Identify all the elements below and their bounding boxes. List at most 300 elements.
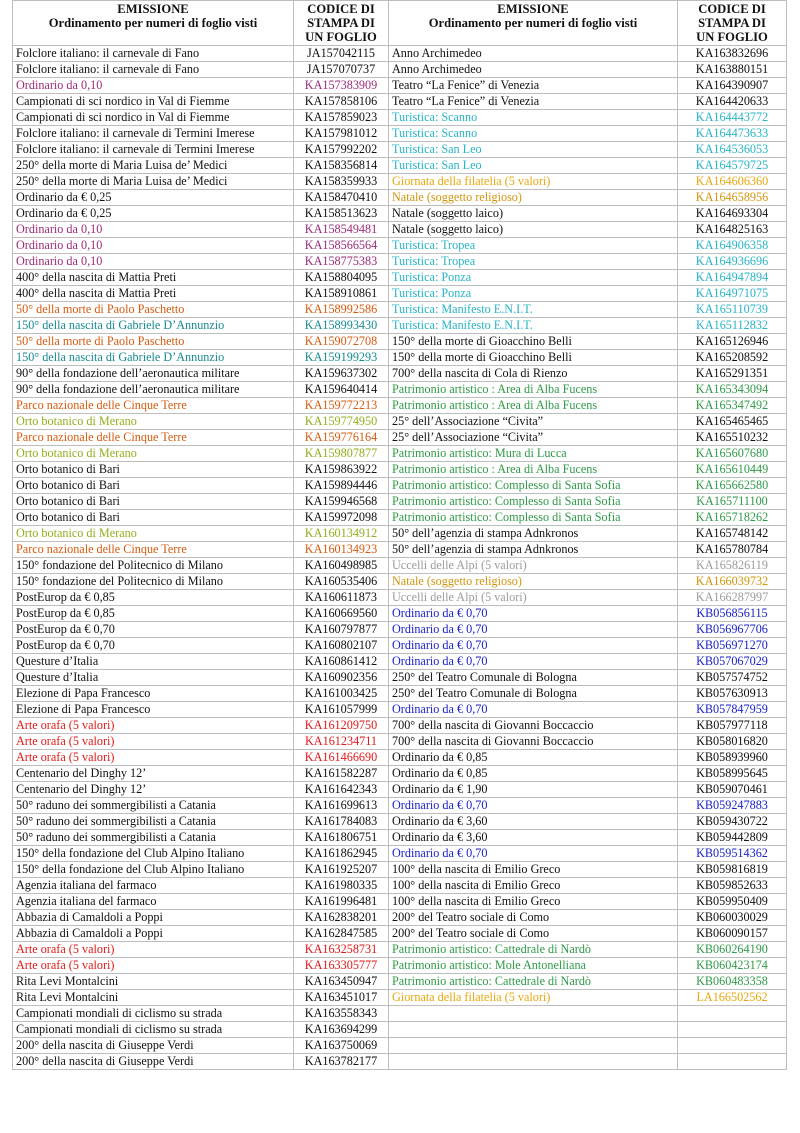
table-row	[13, 238, 787, 254]
print-code-left: KA161699613	[294, 798, 389, 814]
emission-name-left: Centenario del Dinghy 12’	[13, 766, 294, 782]
table-row	[13, 750, 787, 766]
print-code-left: KA161057999	[294, 702, 389, 718]
table-row	[13, 974, 787, 990]
emission-name-right	[389, 1006, 678, 1022]
table-row	[13, 334, 787, 350]
table-row	[13, 1006, 787, 1022]
emission-name-right: Ordinario da € 0,70	[389, 846, 678, 862]
print-code-right: KA164579725	[678, 158, 787, 174]
emission-name-left: Rita Levi Montalcini	[13, 990, 294, 1006]
table-row	[13, 878, 787, 894]
emission-name-left: Arte orafa (5 valori)	[13, 750, 294, 766]
header-emissione-right	[389, 1, 678, 46]
stamp-sheet-table	[12, 0, 787, 1070]
print-code-right: KA166287997	[678, 590, 787, 606]
print-code-left: KA163450947	[294, 974, 389, 990]
print-code-right: KB059247883	[678, 798, 787, 814]
table-row	[13, 478, 787, 494]
table-row	[13, 862, 787, 878]
print-code-right: KA165112832	[678, 318, 787, 334]
print-code-right: KA164906358	[678, 238, 787, 254]
print-code-left: KA158993430	[294, 318, 389, 334]
emission-name-right: 100° della nascita di Emilio Greco	[389, 862, 678, 878]
emission-name-left: PostEurop da € 0,85	[13, 590, 294, 606]
print-code-right: KB057574752	[678, 670, 787, 686]
print-code-right: KB059816819	[678, 862, 787, 878]
print-code-left: KA158775383	[294, 254, 389, 270]
table-row	[13, 958, 787, 974]
table-row	[13, 366, 787, 382]
print-code-left: KA158804095	[294, 270, 389, 286]
emission-name-left: 250° della morte di Maria Luisa de’ Medici	[13, 174, 294, 190]
print-code-right: KB059070461	[678, 782, 787, 798]
print-code-left: KA161466690	[294, 750, 389, 766]
print-code-left: KA160669560	[294, 606, 389, 622]
emission-name-right: Anno Archimedeo	[389, 62, 678, 78]
table-row	[13, 158, 787, 174]
emission-name-left: Orto botanico di Merano	[13, 526, 294, 542]
emission-name-right: Ordinario da € 0,85	[389, 750, 678, 766]
emission-name-left: Agenzia italiana del farmaco	[13, 894, 294, 910]
emission-name-left: Arte orafa (5 valori)	[13, 942, 294, 958]
table-row	[13, 110, 787, 126]
table-row	[13, 398, 787, 414]
emission-name-right: 50° dell’agenzia di stampa Adnkronos	[389, 526, 678, 542]
emission-name-left: 50° raduno dei sommergibilisti a Catania	[13, 830, 294, 846]
print-code-right: KA164971075	[678, 286, 787, 302]
emission-name-left: PostEurop da € 0,85	[13, 606, 294, 622]
emission-name-right: Ordinario da € 0,70	[389, 702, 678, 718]
print-code-right: KA164606360	[678, 174, 787, 190]
table-row	[13, 766, 787, 782]
table-row	[13, 62, 787, 78]
print-code-left: KA159946568	[294, 494, 389, 510]
emission-name-right: Ordinario da € 3,60	[389, 814, 678, 830]
print-code-right: KA165718262	[678, 510, 787, 526]
print-code-right: KA164825163	[678, 222, 787, 238]
table-row	[13, 350, 787, 366]
table-row	[13, 222, 787, 238]
header-row	[13, 1, 787, 46]
emission-name-left: 250° della morte di Maria Luisa de’ Medici	[13, 158, 294, 174]
table-row	[13, 782, 787, 798]
table-row	[13, 270, 787, 286]
print-code-left: KA159807877	[294, 446, 389, 462]
emission-name-left: Parco nazionale delle Cinque Terre	[13, 542, 294, 558]
table-row	[13, 830, 787, 846]
table-row	[13, 46, 787, 62]
table-row	[13, 414, 787, 430]
print-code-right: KA165711100	[678, 494, 787, 510]
emission-name-left: 150° della fondazione del Club Alpino Italiano	[13, 846, 294, 862]
print-code-left: KA163750069	[294, 1038, 389, 1054]
print-code-left: KA158513623	[294, 206, 389, 222]
print-code-left: KA158566564	[294, 238, 389, 254]
print-code-left: KA163558343	[294, 1006, 389, 1022]
print-code-right: KB059950409	[678, 894, 787, 910]
print-code-left: KA160861412	[294, 654, 389, 670]
print-code-left: KA157858106	[294, 94, 389, 110]
print-code-left: KA161806751	[294, 830, 389, 846]
print-code-right: KB060264190	[678, 942, 787, 958]
emission-name-right: Natale (soggetto laico)	[389, 222, 678, 238]
table-row	[13, 430, 787, 446]
table-row	[13, 126, 787, 142]
print-code-right: KB060423174	[678, 958, 787, 974]
print-code-left: JA157070737	[294, 62, 389, 78]
emission-name-right: 250° del Teatro Comunale di Bologna	[389, 670, 678, 686]
emission-name-right: Turistica: Manifesto E.N.I.T.	[389, 318, 678, 334]
emission-name-right: Natale (soggetto religioso)	[389, 190, 678, 206]
emission-name-left: Ordinario da € 0,25	[13, 190, 294, 206]
emission-name-left: Arte orafa (5 valori)	[13, 718, 294, 734]
table-row	[13, 142, 787, 158]
print-code-right: KA165126946	[678, 334, 787, 350]
emission-name-left: Rita Levi Montalcini	[13, 974, 294, 990]
emission-name-left: 200° della nascita di Giuseppe Verdi	[13, 1054, 294, 1070]
print-code-left: KA161862945	[294, 846, 389, 862]
print-code-right: KB057630913	[678, 686, 787, 702]
print-code-left: KA159863922	[294, 462, 389, 478]
emission-name-right: 150° della morte di Gioacchino Belli	[389, 334, 678, 350]
print-code-right: KB056971270	[678, 638, 787, 654]
print-code-left: KA161234711	[294, 734, 389, 750]
table-row	[13, 494, 787, 510]
emission-name-right: Patrimonio artistico: Complesso di Santa Sofia	[389, 478, 678, 494]
emission-name-left: Folclore italiano: il carnevale di Fano	[13, 46, 294, 62]
table-row	[13, 894, 787, 910]
print-code-left: KA158356814	[294, 158, 389, 174]
print-code-right: KA165110739	[678, 302, 787, 318]
print-code-right: KB058995645	[678, 766, 787, 782]
print-code-left: KA158470410	[294, 190, 389, 206]
emission-name-left: Campionati mondiali di ciclismo su strada	[13, 1006, 294, 1022]
emission-name-right	[389, 1022, 678, 1038]
print-code-left: KA161925207	[294, 862, 389, 878]
table-row	[13, 798, 787, 814]
print-code-left: KA159776164	[294, 430, 389, 446]
print-code-right: KA165610449	[678, 462, 787, 478]
print-code-right: KA164443772	[678, 110, 787, 126]
table-row	[13, 78, 787, 94]
table-header	[13, 1, 787, 46]
print-code-left: KA159894446	[294, 478, 389, 494]
table-row	[13, 718, 787, 734]
emission-name-right: Teatro “La Fenice” di Venezia	[389, 78, 678, 94]
print-code-right: KA165510232	[678, 430, 787, 446]
emission-name-left: Campionati mondiali di ciclismo su strada	[13, 1022, 294, 1038]
emission-name-right: Turistica: Scanno	[389, 126, 678, 142]
print-code-left: KA158992586	[294, 302, 389, 318]
emission-name-right: Ordinario da € 0,70	[389, 798, 678, 814]
emission-name-left: Questure d’Italia	[13, 670, 294, 686]
print-code-right: KB060030029	[678, 910, 787, 926]
print-code-right: LA166502562	[678, 990, 787, 1006]
print-code-right: KA164420633	[678, 94, 787, 110]
table-row	[13, 1022, 787, 1038]
print-code-right: KB057847959	[678, 702, 787, 718]
print-code-right: KB056856115	[678, 606, 787, 622]
table-row	[13, 1038, 787, 1054]
table-row	[13, 670, 787, 686]
print-code-right	[678, 1006, 787, 1022]
table-row	[13, 990, 787, 1006]
header-emissione-subtitle: Ordinamento per numeri di foglio visti	[48, 16, 258, 30]
print-code-left: JA157042115	[294, 46, 389, 62]
emission-name-left: Parco nazionale delle Cinque Terre	[13, 430, 294, 446]
emission-name-right: Ordinario da € 0,70	[389, 654, 678, 670]
emission-name-left: 150° della fondazione del Club Alpino Italiano	[13, 862, 294, 878]
emission-name-left: Elezione di Papa Francesco	[13, 702, 294, 718]
print-code-left: KA157992202	[294, 142, 389, 158]
table-row	[13, 910, 787, 926]
table-row	[13, 254, 787, 270]
table-row	[13, 926, 787, 942]
print-code-left: KA158359933	[294, 174, 389, 190]
emission-name-left: Orto botanico di Merano	[13, 446, 294, 462]
emission-name-right: Ordinario da € 0,70	[389, 638, 678, 654]
print-code-right: KA165347492	[678, 398, 787, 414]
emission-name-left: 200° della nascita di Giuseppe Verdi	[13, 1038, 294, 1054]
print-code-right: KA164658956	[678, 190, 787, 206]
table-row	[13, 94, 787, 110]
print-code-left: KA160802107	[294, 638, 389, 654]
header-emissione-subtitle: Ordinamento per numeri di foglio visti	[428, 16, 638, 30]
print-code-right: KA165291351	[678, 366, 787, 382]
emission-name-right: 150° della morte di Gioacchino Belli	[389, 350, 678, 366]
print-code-right: KB060090157	[678, 926, 787, 942]
emission-name-left: 50° della morte di Paolo Paschetto	[13, 334, 294, 350]
table-row	[13, 638, 787, 654]
header-code-line: UN FOGLIO	[696, 30, 768, 44]
table-row	[13, 702, 787, 718]
emission-name-left: Orto botanico di Bari	[13, 494, 294, 510]
table-row	[13, 526, 787, 542]
print-code-left: KA159772213	[294, 398, 389, 414]
print-code-left: KA159640414	[294, 382, 389, 398]
emission-name-right: 200° del Teatro sociale di Como	[389, 910, 678, 926]
print-code-left: KA160611873	[294, 590, 389, 606]
table-row	[13, 542, 787, 558]
emission-name-right: Turistica: Ponza	[389, 286, 678, 302]
print-code-left: KA160134923	[294, 542, 389, 558]
emission-name-left: Centenario del Dinghy 12’	[13, 782, 294, 798]
emission-name-right: Patrimonio artistico : Area di Alba Fucens	[389, 462, 678, 478]
emission-name-right: 250° del Teatro Comunale di Bologna	[389, 686, 678, 702]
emission-name-left: Ordinario da 0,10	[13, 78, 294, 94]
emission-name-right: Anno Archimedeo	[389, 46, 678, 62]
emission-name-left: Parco nazionale delle Cinque Terre	[13, 398, 294, 414]
emission-name-left: 90° della fondazione dell’aeronautica militare	[13, 366, 294, 382]
emission-name-right: 100° della nascita di Emilio Greco	[389, 894, 678, 910]
print-code-right: KA164390907	[678, 78, 787, 94]
emission-name-left: 50° raduno dei sommergibilisti a Catania	[13, 798, 294, 814]
emission-name-right: 700° della nascita di Cola di Rienzo	[389, 366, 678, 382]
print-code-left: KA161582287	[294, 766, 389, 782]
emission-name-left: 150° fondazione del Politecnico di Milano	[13, 574, 294, 590]
emission-name-right	[389, 1038, 678, 1054]
print-code-left: KA161980335	[294, 878, 389, 894]
table-row	[13, 814, 787, 830]
table-row	[13, 510, 787, 526]
table-row	[13, 206, 787, 222]
table-row	[13, 622, 787, 638]
emission-name-right: 25° dell’Associazione “Civita”	[389, 414, 678, 430]
emission-name-left: Elezione di Papa Francesco	[13, 686, 294, 702]
print-code-right: KB057977118	[678, 718, 787, 734]
emission-name-left: PostEurop da € 0,70	[13, 622, 294, 638]
table-row	[13, 606, 787, 622]
print-code-left: KA159199293	[294, 350, 389, 366]
print-code-left: KA163694299	[294, 1022, 389, 1038]
table-row	[13, 446, 787, 462]
print-code-left: KA160797877	[294, 622, 389, 638]
emission-name-right: Turistica: San Leo	[389, 158, 678, 174]
print-code-right: KB059852633	[678, 878, 787, 894]
print-code-left: KA160134912	[294, 526, 389, 542]
emission-name-left: Agenzia italiana del farmaco	[13, 878, 294, 894]
header-code-line: STAMPA DI	[698, 16, 766, 30]
table-row	[13, 590, 787, 606]
print-code-right: KA165465465	[678, 414, 787, 430]
emission-name-right: 700° della nascita di Giovanni Boccaccio	[389, 718, 678, 734]
print-code-left: KA161996481	[294, 894, 389, 910]
table-row	[13, 686, 787, 702]
emission-name-left: Orto botanico di Bari	[13, 462, 294, 478]
emission-name-right: Uccelli delle Alpi (5 valori)	[389, 590, 678, 606]
emission-name-left: Ordinario da 0,10	[13, 238, 294, 254]
emission-name-left: Orto botanico di Bari	[13, 478, 294, 494]
emission-name-left: Folclore italiano: il carnevale di Termini Imerese	[13, 142, 294, 158]
print-code-right: KA165208592	[678, 350, 787, 366]
emission-name-left: Campionati di sci nordico in Val di Fiemme	[13, 110, 294, 126]
emission-name-left: Abbazia di Camaldoli a Poppi	[13, 926, 294, 942]
print-code-right: KB060483358	[678, 974, 787, 990]
emission-name-left: Arte orafa (5 valori)	[13, 734, 294, 750]
table-row	[13, 318, 787, 334]
print-code-right: KA164947894	[678, 270, 787, 286]
print-code-right: KA163832696	[678, 46, 787, 62]
header-code-right	[678, 1, 787, 46]
emission-name-left: 150° fondazione del Politecnico di Milano	[13, 558, 294, 574]
print-code-left: KA162847585	[294, 926, 389, 942]
emission-name-right: Natale (soggetto religioso)	[389, 574, 678, 590]
emission-name-right: Patrimonio artistico : Area di Alba Fucens	[389, 398, 678, 414]
emission-name-right: 100° della nascita di Emilio Greco	[389, 878, 678, 894]
table-row	[13, 302, 787, 318]
print-code-left: KA161003425	[294, 686, 389, 702]
print-code-left: KA163782177	[294, 1054, 389, 1070]
emission-name-right	[389, 1054, 678, 1070]
emission-name-right: Uccelli delle Alpi (5 valori)	[389, 558, 678, 574]
print-code-left: KA158549481	[294, 222, 389, 238]
print-code-right: KA165826119	[678, 558, 787, 574]
print-code-right: KB058939960	[678, 750, 787, 766]
print-code-left: KA157859023	[294, 110, 389, 126]
print-code-left: KA159072708	[294, 334, 389, 350]
table-row	[13, 558, 787, 574]
emission-name-right: 200° del Teatro sociale di Como	[389, 926, 678, 942]
emission-name-left: 150° della nascita di Gabriele D’Annunzio	[13, 350, 294, 366]
print-code-right: KA164536053	[678, 142, 787, 158]
emission-name-right: Patrimonio artistico: Mole Antonelliana	[389, 958, 678, 974]
emission-name-right: Patrimonio artistico : Area di Alba Fucens	[389, 382, 678, 398]
print-code-right: KA164693304	[678, 206, 787, 222]
table-row	[13, 734, 787, 750]
header-code-line: STAMPA DI	[307, 16, 375, 30]
emission-name-right: Turistica: Tropea	[389, 238, 678, 254]
emission-name-left: Folclore italiano: il carnevale di Fano	[13, 62, 294, 78]
emission-name-left: Folclore italiano: il carnevale di Termini Imerese	[13, 126, 294, 142]
print-code-right: KA165343094	[678, 382, 787, 398]
emission-name-left: Ordinario da 0,10	[13, 254, 294, 270]
table-row	[13, 174, 787, 190]
header-code-line: CODICE DI	[698, 2, 766, 16]
print-code-left: KA163451017	[294, 990, 389, 1006]
emission-name-right: Turistica: Scanno	[389, 110, 678, 126]
print-code-right	[678, 1054, 787, 1070]
print-code-left: KA159774950	[294, 414, 389, 430]
print-code-right: KB059430722	[678, 814, 787, 830]
emission-name-left: 400° della nascita di Mattia Preti	[13, 286, 294, 302]
print-code-left: KA162838201	[294, 910, 389, 926]
print-code-right: KA165748142	[678, 526, 787, 542]
print-code-right: KB059442809	[678, 830, 787, 846]
emission-name-right: Turistica: Tropea	[389, 254, 678, 270]
emission-name-right: Ordinario da € 3,60	[389, 830, 678, 846]
emission-name-left: Questure d’Italia	[13, 654, 294, 670]
table-row	[13, 382, 787, 398]
emission-name-right: Turistica: Manifesto E.N.I.T.	[389, 302, 678, 318]
table-row	[13, 462, 787, 478]
table-row	[13, 574, 787, 590]
print-code-right: KA165607680	[678, 446, 787, 462]
table-row	[13, 846, 787, 862]
print-code-left: KA157981012	[294, 126, 389, 142]
print-code-left: KA159972098	[294, 510, 389, 526]
print-code-left: KA163305777	[294, 958, 389, 974]
emission-name-right: Turistica: San Leo	[389, 142, 678, 158]
print-code-left: KA160498985	[294, 558, 389, 574]
print-code-left: KA161784083	[294, 814, 389, 830]
print-code-left: KA158910861	[294, 286, 389, 302]
print-code-right: KA165780784	[678, 542, 787, 558]
header-code-left	[294, 1, 389, 46]
emission-name-right: 50° dell’agenzia di stampa Adnkronos	[389, 542, 678, 558]
emission-name-left: Ordinario da 0,10	[13, 222, 294, 238]
table-body	[13, 46, 787, 1070]
emission-name-right: Turistica: Ponza	[389, 270, 678, 286]
print-code-right	[678, 1038, 787, 1054]
emission-name-right: Patrimonio artistico: Complesso di Santa Sofia	[389, 494, 678, 510]
header-emissione-title: EMISSIONE	[497, 2, 569, 16]
print-code-right: KB058016820	[678, 734, 787, 750]
emission-name-left: Campionati di sci nordico in Val di Fiemme	[13, 94, 294, 110]
print-code-right	[678, 1022, 787, 1038]
print-code-left: KA161209750	[294, 718, 389, 734]
print-code-right: KA166039732	[678, 574, 787, 590]
print-code-right: KB059514362	[678, 846, 787, 862]
emission-name-left: Orto botanico di Bari	[13, 510, 294, 526]
print-code-left: KA159637302	[294, 366, 389, 382]
emission-name-right: Patrimonio artistico: Complesso di Santa Sofia	[389, 510, 678, 526]
emission-name-right: 700° della nascita di Giovanni Boccaccio	[389, 734, 678, 750]
print-code-left: KA160535406	[294, 574, 389, 590]
table-row	[13, 190, 787, 206]
emission-name-left: Ordinario da € 0,25	[13, 206, 294, 222]
emission-name-right: Natale (soggetto laico)	[389, 206, 678, 222]
